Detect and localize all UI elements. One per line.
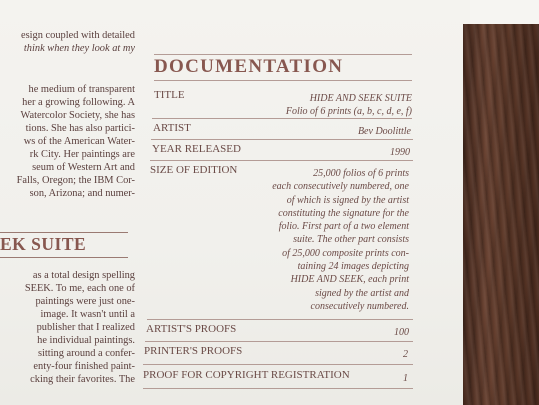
bio-line: son, Arizona; and numer- [29,188,135,199]
value-line: Bev Doolittle [357,126,411,137]
row-label-printers-proofs: PRINTER'S PROOFS [144,345,243,357]
row-divider [147,319,413,320]
story-line: paintings were just one- [35,296,135,307]
value-line: 1 [403,373,408,384]
value-line: folio. First part of a two element [278,221,409,233]
value-line: taining 24 images depicting [297,261,409,273]
section-rule [0,232,128,233]
story-line: SEEK. To me, each one of [24,283,135,294]
row-divider [145,341,413,342]
story-line: cking their favorites. The [30,374,135,385]
value-line: of 25,000 composite prints con- [282,247,409,259]
row-divider [150,160,413,161]
story-line: he individual paintings. [37,335,135,346]
row-label-year-released: YEAR RELEASED [152,143,241,155]
row-divider [143,388,413,389]
row-value-copyright-proof [403,372,408,385]
bio-line: seum of Western Art and [32,162,135,173]
row-value-year-released [390,146,410,159]
bio-line: tions. She has also partici- [25,123,135,134]
value-line: 25,000 folios of 6 prints [313,168,409,179]
row-label-title: TITLE [154,89,185,101]
row-value-size-of-edition [272,167,409,313]
row-value-title [286,92,412,119]
story-line: enty-four finished paint- [33,361,135,372]
value-line: consecutively numbered. [310,300,409,312]
documentation-table [143,0,413,405]
documentation-heading: DOCUMENTATION [154,56,344,77]
section-heading: EK SUITE [0,234,87,254]
value-line: 100 [394,327,409,338]
value-line: of which is signed by the artist [286,194,409,206]
value-line: each consecutively numbered, one [272,181,409,193]
bio-line: esign coupled with detailed [21,30,135,41]
row-divider [151,139,413,140]
bio-line: Watercolor Society, she has [20,110,135,121]
section-rule [0,257,128,258]
row-label-artists-proofs: ARTIST'S PROOFS [146,323,237,335]
row-value-printers-proofs [403,348,408,361]
row-label-size-of-edition: SIZE OF EDITION [150,164,238,176]
value-line: HIDE AND SEEK, each print [290,274,409,286]
row-divider [152,118,412,119]
background-surface [470,0,539,24]
row-value-artist [358,125,411,138]
story-line: sitting around a confer- [37,348,135,359]
value-line: Folio of 6 prints (a, b, c, d, e, f) [285,106,412,118]
row-label-copyright-proof: PROOF FOR COPYRIGHT REGISTRATION [143,369,350,381]
wooden-tabletop [463,24,539,405]
bio-line: ws of the American Water- [23,136,135,147]
row-label-artist: ARTIST [153,122,191,134]
row-value-artists-proofs [394,326,409,339]
value-line: 1990 [390,147,410,158]
value-line: signed by the artist and [315,287,409,299]
value-line: HIDE AND SEEK SUITE [309,93,412,104]
story-line: publisher that I realized [36,322,135,333]
bio-line: Falls, Oregon; the IBM Cor- [16,175,135,186]
value-line: 2 [403,349,408,360]
heading-rule [154,54,412,55]
value-line: constituting the signature for the [278,207,409,219]
row-divider [143,364,413,365]
bio-line: her a growing following. A [22,97,135,108]
story-line: image. It wasn't until a [40,309,135,320]
artist-biography-column [0,0,135,405]
story-line: as a total design spelling [32,270,135,281]
heading-rule [154,80,412,81]
bio-line: he medium of transparent [28,84,135,95]
bio-line: rk City. Her paintings are [29,149,135,160]
value-line: suite. The other part consists [293,234,409,246]
bio-line: think when they look at my [23,43,135,54]
